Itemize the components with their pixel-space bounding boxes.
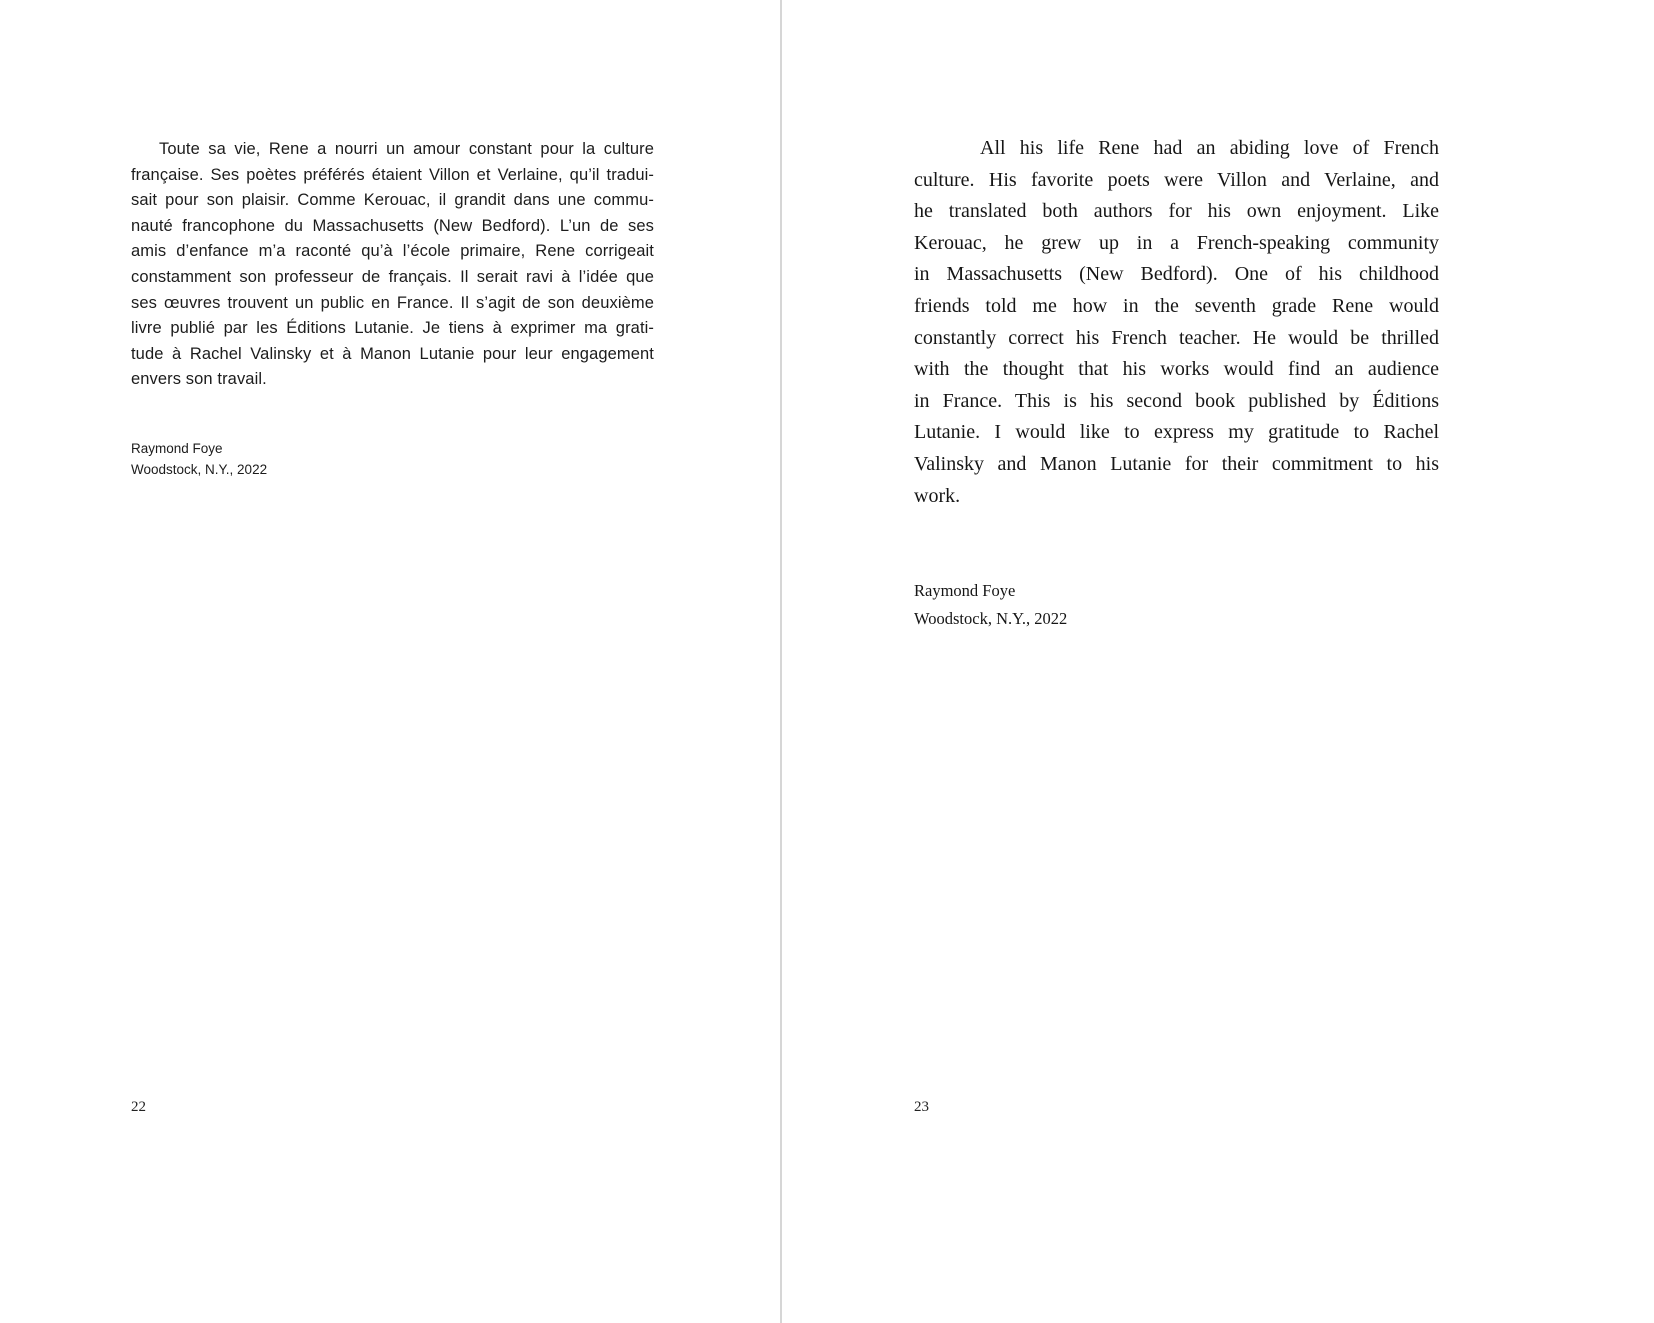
text-line: in Massachusetts (New Bedford). One of his childhood [914,263,1439,286]
paragraph-french [131,137,654,393]
signature-block-left [131,438,267,480]
text-line: with the thought that his works would find an audience [914,358,1439,381]
text-line: tude à Rachel Valinsky et à Manon Lutanie pour leur engagement [131,344,654,363]
text-line: nauté francophone du Massachusetts (New Bedford). L’un de ses [131,216,654,235]
text-line: amis d’enfance m’a raconté qu’à l’école primaire, Rene corrigeait [131,242,654,261]
text-line: All his life Rene had an abiding love of French [980,137,1439,159]
text-line: in France. This is his second book published by Éditions [914,389,1439,412]
paragraph-english [914,133,1439,512]
text-line: culture. His favorite poets were Villon and Verlaine, and [914,168,1439,191]
text-line: work. [914,484,961,507]
signature-place-date: Woodstock, N.Y., 2022 [914,609,1068,628]
text-line: Kerouac, he grew up in a French-speaking community [914,231,1439,254]
text-line: ses œuvres trouvent un public en France. Il s’agit de son deuxième [131,293,654,312]
signature-name: Raymond Foye [131,441,223,456]
signature-place-date: Woodstock, N.Y., 2022 [131,462,268,477]
signature-block-right [914,577,1067,633]
text-line: friends told me how in the seventh grade Rene would [914,294,1439,317]
text-line: livre publié par les Éditions Lutanie. Je tiens à exprimer ma grati- [131,319,654,338]
text-line: constamment son professeur de français. Il serait ravi à l’idée que [131,267,654,286]
text-line: he translated both authors for his own enjoyment. Like [914,200,1439,223]
page-number-left: 22 [131,1099,146,1115]
text-line: Valinsky and Manon Lutanie for their commitment to his [914,452,1439,475]
text-line: sait pour son plaisir. Comme Kerouac, il grandit dans une commu- [131,191,654,210]
text-line: Lutanie. I would like to express my gratitude to Rachel [914,421,1439,444]
page-number-right: 23 [914,1099,929,1115]
text-line: envers son travail. [131,370,267,389]
text-line: française. Ses poètes préférés étaient Villon et Verlaine, qu’il tradui- [131,165,654,184]
page-divider [780,0,782,1323]
text-line: constantly correct his French teacher. He would be thrilled [914,326,1439,349]
text-line: Toute sa vie, Rene a nourri un amour constant pour la culture [159,140,654,158]
signature-name: Raymond Foye [914,581,1016,600]
